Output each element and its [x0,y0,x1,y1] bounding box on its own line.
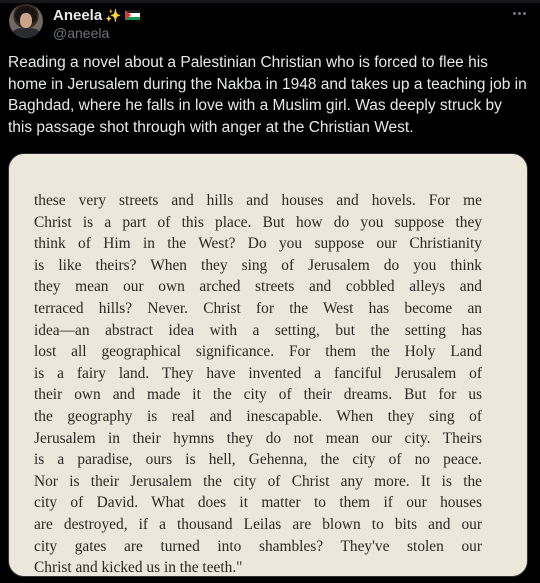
book-line: Nor is their Jerusalem the city of Christ any more. It is the [34,472,482,490]
author-handle[interactable]: @aneela [53,25,110,41]
book-line: city gates are turned into shambles? They've stolen our [34,537,482,555]
post-image[interactable] [8,153,528,577]
post-text: Reading a novel about a Palestinian Christian who is forced to flee his home in Jerusalem during the Nakba in 1948 and takes up a teaching job in Baghdad, where he falls in love with a Muslim girl. Was deeply struck by this passage shot through with anger at the Christian West. [8,54,527,136]
book-line: are destroyed, if a thousand Leilas are blown to bits and our [34,515,482,533]
palestine-flag-icon [125,10,140,20]
book-line: Christ is a part of this place. But how do you suppose they [34,213,482,231]
previous-post-edge [0,0,540,3]
book-line: these very streets and hills and houses and hovels. For me [34,192,482,209]
author-name-row[interactable] [53,5,140,25]
book-line: Christ and kicked us in the teeth." [34,559,243,577]
book-line: think of Him in the West? Do you suppose our Christianity [34,235,482,253]
book-line: idea—an abstract idea with a setting, but the setting has [34,321,482,339]
more-options-icon[interactable] [508,4,530,22]
book-line: is a paradise, ours is hell, Gehenna, the city of no peace. [34,451,482,469]
book-line: Jerusalem in their hymns they do not mean our city. Theirs [34,429,482,447]
book-line: is like theirs? When they sing of Jerusalem do you think [34,256,482,274]
book-line: is a fairy land. They have invented a fanciful Jerusalem of [34,364,482,382]
avatar[interactable] [9,4,43,38]
book-line: they mean our own arched streets and cobbled alleys and [34,278,482,296]
avatar-body [12,28,40,38]
book-line: lost all geographical significance. For them the Holy Land [34,343,482,361]
sparkles-icon: ✨ [105,7,122,23]
book-line: the geography is real and inescapable. When they sing of [34,407,482,425]
book-page-text [34,190,482,577]
book-line: their own and made it the city of their dreams. But for us [34,386,482,404]
author-display-name[interactable]: Aneela [53,6,103,24]
book-line: city of David. What does it matter to them if our houses [34,494,482,512]
book-line: terraced hills? Never. Christ for the West has become an [34,299,482,317]
avatar-face [20,13,32,28]
